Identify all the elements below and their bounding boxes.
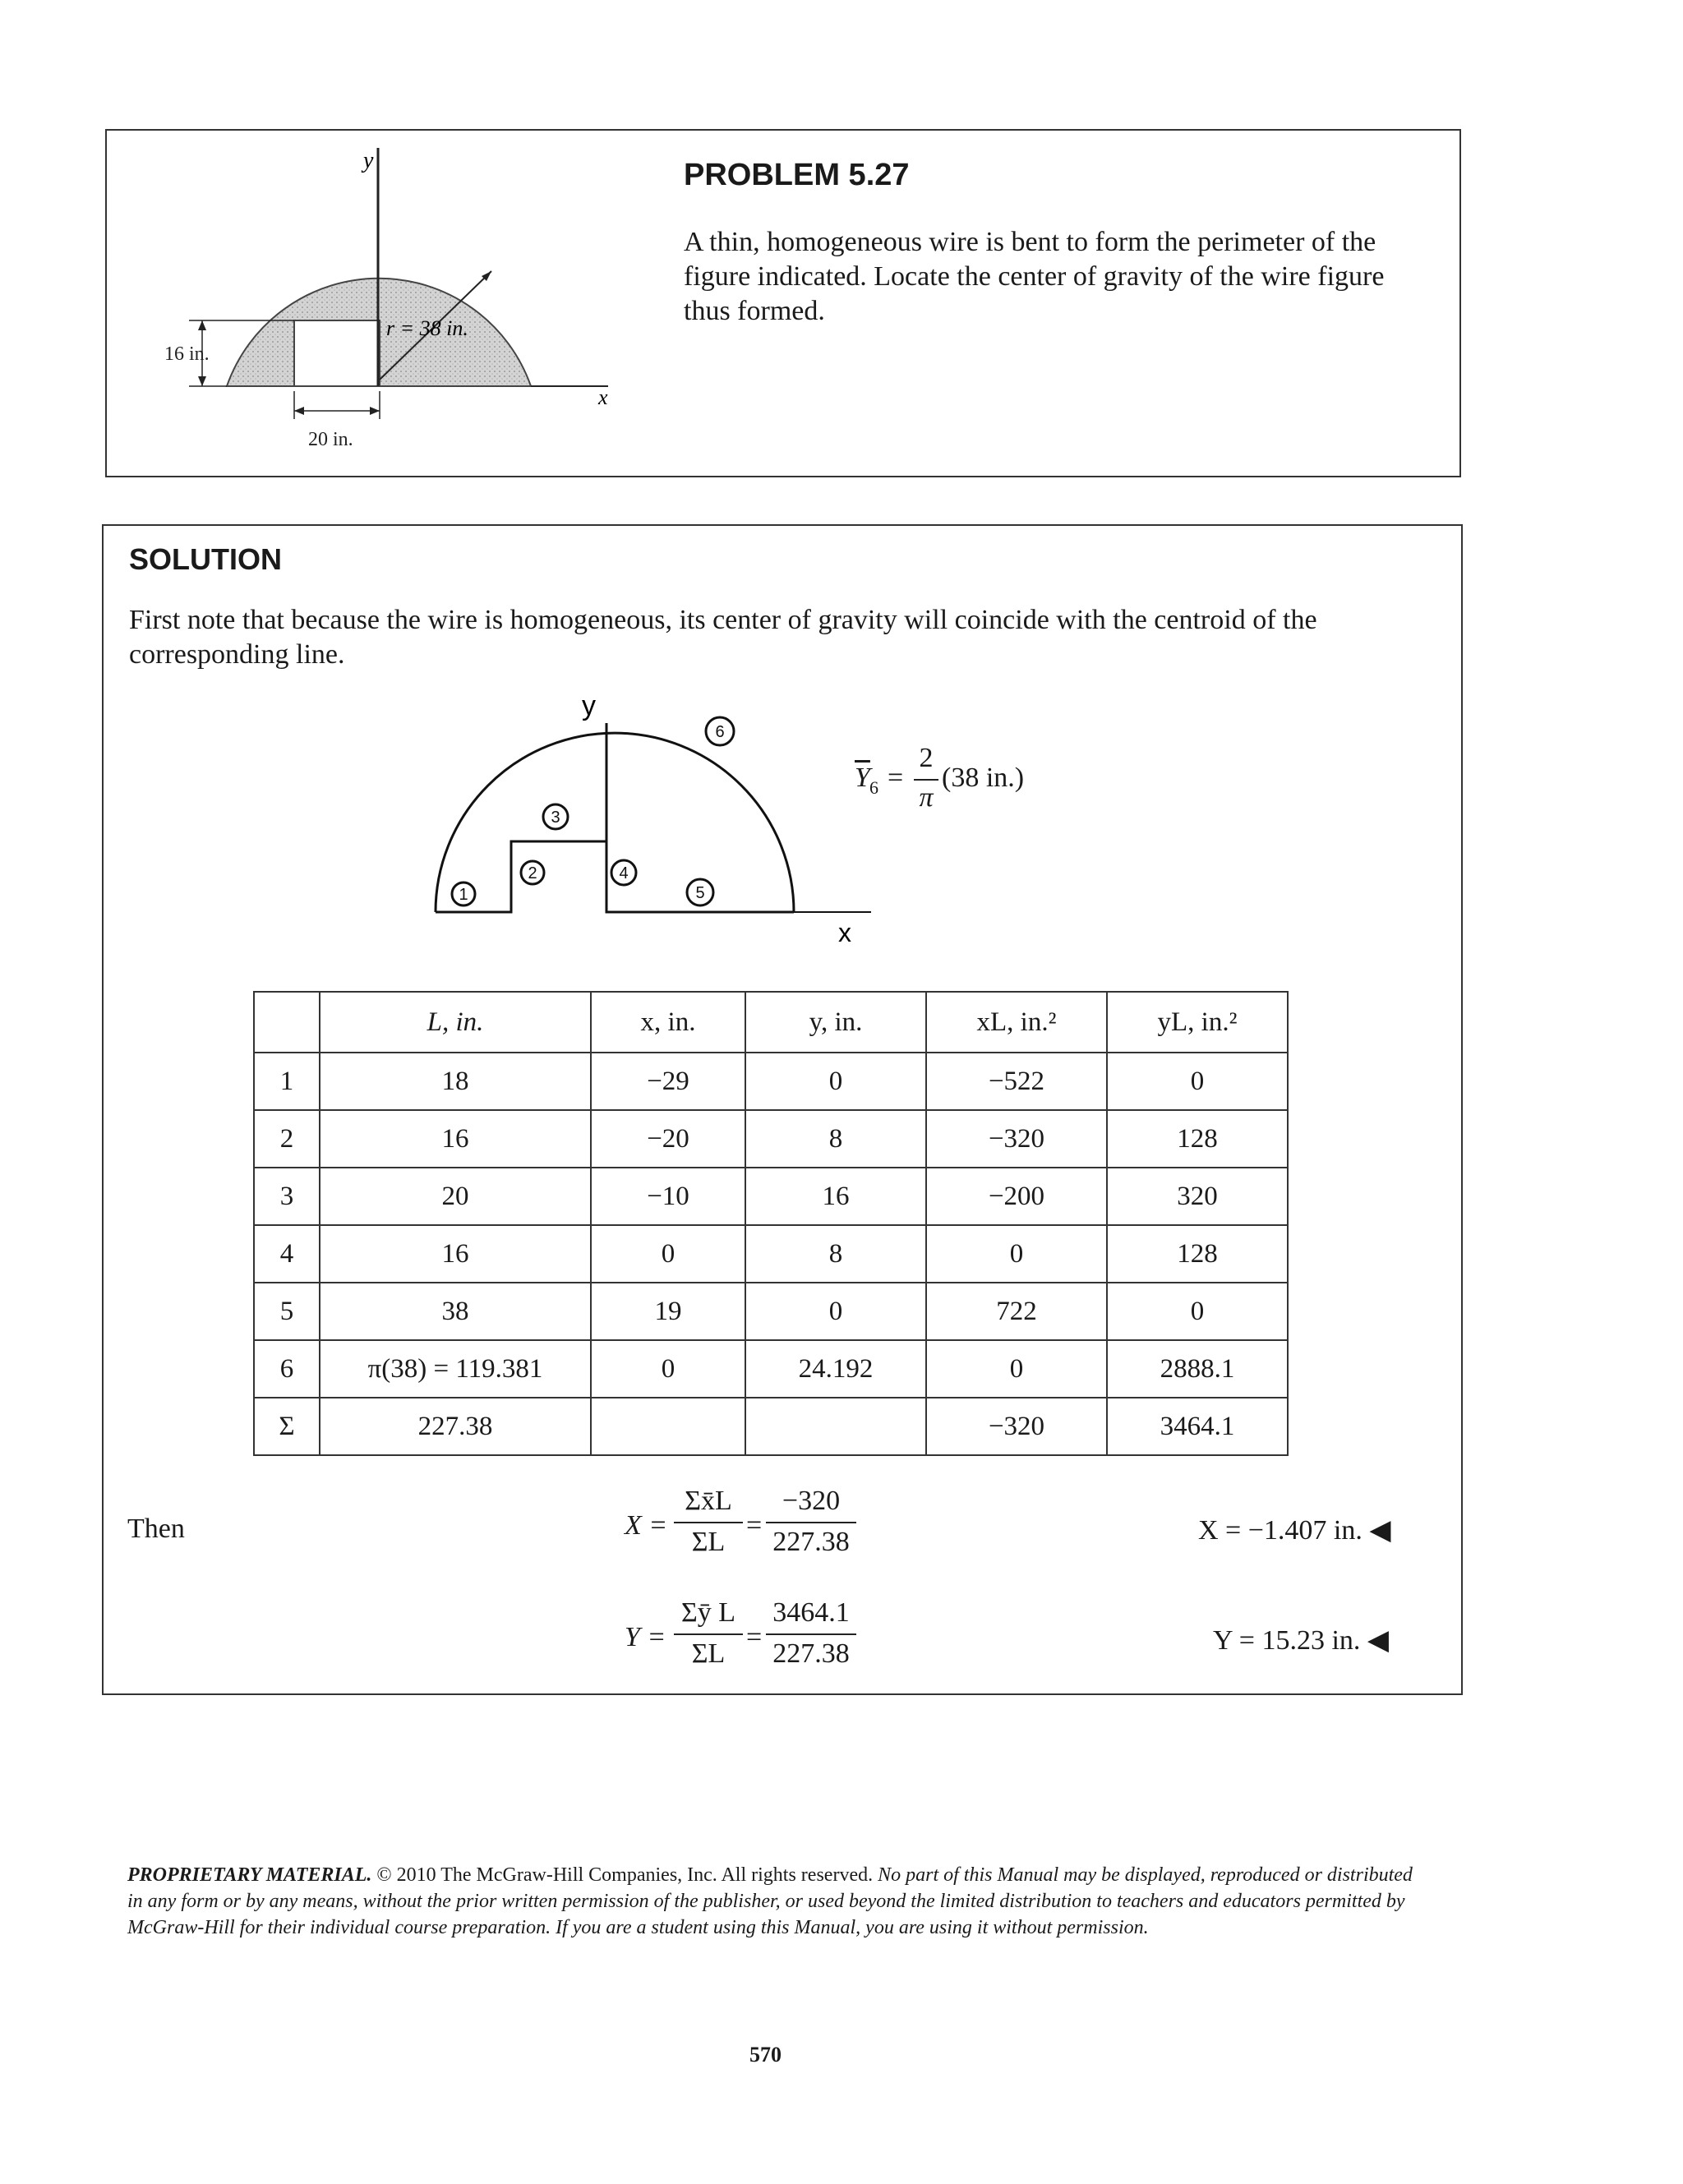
cell-yl: 2888.1 [1107, 1340, 1288, 1398]
header-xbar: x, in. [591, 992, 745, 1053]
page-number: 570 [749, 2043, 782, 2067]
cell-xl: −320 [926, 1110, 1107, 1168]
segment-label-3: 3 [551, 809, 560, 827]
y6-formula [855, 743, 1068, 822]
footer-bold-label: PROPRIETARY MATERIAL. [127, 1864, 372, 1886]
x-axis-label: x [598, 385, 608, 409]
footer-notice-text: No part of this Manual may be displayed, reproduced or distributed in any form or by any means, without the prior written permission of the publisher, or used beyond the limited distribution to teachers and educators permitted by McGraw-Hill for their individual course preparation. If you are a student using this Manual, you are using it without permission. [127, 1864, 1413, 1938]
cell-xl: −522 [926, 1053, 1107, 1110]
y6-symbol: $\overline{Y}$ [855, 763, 870, 793]
problem-figure [148, 148, 657, 460]
y-axis-label: y [363, 148, 374, 173]
cell-index: 6 [254, 1340, 320, 1398]
table-row [254, 1053, 1288, 1110]
problem-text: A thin, homogeneous wire is bent to form the perimeter of the figure indicated. Locate the center of gravity of the wire figure thus formed. [684, 227, 1385, 326]
table-row [254, 1340, 1288, 1398]
table-header-row [254, 992, 1288, 1053]
data-table [253, 991, 1289, 1456]
y-eq-num2: 3464.1 [772, 1597, 850, 1628]
y6-numerator: 2 [919, 743, 934, 773]
solution-sketch [411, 690, 904, 961]
cell-index: 5 [254, 1283, 320, 1340]
cell-xl: −200 [926, 1168, 1107, 1225]
y-eq-equals: = [746, 1622, 763, 1652]
y-eq-num1: Σȳ L [680, 1597, 736, 1628]
cell-index: 1 [254, 1053, 320, 1110]
cell-length: 227.38 [320, 1398, 591, 1455]
cell-xbar: −20 [591, 1110, 745, 1168]
x-result: X = −1.407 in. ◀ [1198, 1515, 1391, 1546]
x-eq-equals: = [746, 1510, 763, 1541]
problem-title: PROBLEM 5.27 [684, 158, 910, 192]
x-eq-num1: Σx̄L [685, 1486, 732, 1516]
header-ybar: y, in. [745, 992, 926, 1053]
x-eq-den1: ΣL [691, 1527, 726, 1557]
segment-label-4: 4 [619, 864, 629, 882]
table-row [254, 1225, 1288, 1283]
y6-denominator: π [919, 782, 934, 813]
cell-ybar: 8 [745, 1110, 926, 1168]
cell-index: Σ [254, 1398, 320, 1455]
x-eq-lhs: X = [625, 1510, 668, 1541]
y-equation [625, 1597, 871, 1679]
header-yl: yL, in.² [1107, 992, 1288, 1053]
x-eq-num2: −320 [782, 1486, 841, 1516]
solution-title: SOLUTION [129, 542, 282, 576]
cell-index: 3 [254, 1168, 320, 1225]
footer-copyright: © 2010 The McGraw-Hill Companies, Inc. All rights reserved. [371, 1864, 874, 1886]
cell-yl: 128 [1107, 1110, 1288, 1168]
x-eq-den2: 227.38 [772, 1527, 850, 1557]
cell-length: π(38) = 119.381 [320, 1340, 591, 1398]
cell-length: 16 [320, 1225, 591, 1283]
cell-ybar [745, 1398, 926, 1455]
header-index [254, 992, 320, 1053]
cell-xl: 722 [926, 1283, 1107, 1340]
footer-notice [127, 1862, 1426, 1941]
cell-xl: 0 [926, 1225, 1107, 1283]
cell-yl: 128 [1107, 1225, 1288, 1283]
header-length: L, in. [320, 992, 591, 1053]
cell-ybar: 24.192 [745, 1340, 926, 1398]
cell-xbar: −29 [591, 1053, 745, 1110]
cell-index: 2 [254, 1110, 320, 1168]
y-eq-lhs: Y = [625, 1622, 666, 1652]
cell-length: 20 [320, 1168, 591, 1225]
cell-xbar: 19 [591, 1283, 745, 1340]
cell-index: 4 [254, 1225, 320, 1283]
cell-xl: 0 [926, 1340, 1107, 1398]
cell-yl: 0 [1107, 1283, 1288, 1340]
then-label: Then [127, 1514, 185, 1544]
cell-ybar: 8 [745, 1225, 926, 1283]
radius-label: r = 38 in. [386, 316, 468, 340]
cell-yl: 320 [1107, 1168, 1288, 1225]
cell-xbar: 0 [591, 1340, 745, 1398]
sketch-x-label: x [838, 918, 851, 947]
table-row-sum [254, 1398, 1288, 1455]
header-xl: xL, in.² [926, 992, 1107, 1053]
cell-yl: 3464.1 [1107, 1398, 1288, 1455]
sketch-y-label: y [582, 690, 596, 721]
cell-xbar: 0 [591, 1225, 745, 1283]
cell-yl: 0 [1107, 1053, 1288, 1110]
segment-label-6: 6 [715, 723, 725, 741]
table-row [254, 1283, 1288, 1340]
cell-length: 38 [320, 1283, 591, 1340]
cell-ybar: 0 [745, 1283, 926, 1340]
y-eq-den1: ΣL [691, 1638, 726, 1669]
segment-label-2: 2 [528, 864, 537, 882]
x-equation [625, 1486, 871, 1568]
solution-intro: First note that because the wire is homogeneous, its center of gravity will coincide with the centroid of the corresponding line. [129, 605, 1317, 670]
y6-subscript: 6 [869, 777, 878, 798]
segment-label-1: 1 [459, 886, 468, 904]
y6-equals: = [888, 763, 904, 793]
height-label: 16 in. [164, 343, 210, 365]
y-eq-den2: 227.38 [772, 1638, 850, 1669]
table-row [254, 1168, 1288, 1225]
segment-label-5: 5 [695, 884, 705, 902]
cell-ybar: 16 [745, 1168, 926, 1225]
width-label: 20 in. [308, 429, 353, 450]
table-row [254, 1110, 1288, 1168]
cell-ybar: 0 [745, 1053, 926, 1110]
y-result: Y = 15.23 in. ◀ [1213, 1625, 1390, 1656]
cell-xbar [591, 1398, 745, 1455]
y6-tail: (38 in.) [942, 763, 1025, 793]
arc-segment [436, 733, 794, 912]
cell-xbar: −10 [591, 1168, 745, 1225]
cell-length: 16 [320, 1110, 591, 1168]
cell-xl: −320 [926, 1398, 1107, 1455]
cell-length: 18 [320, 1053, 591, 1110]
notch-segments [436, 841, 794, 912]
